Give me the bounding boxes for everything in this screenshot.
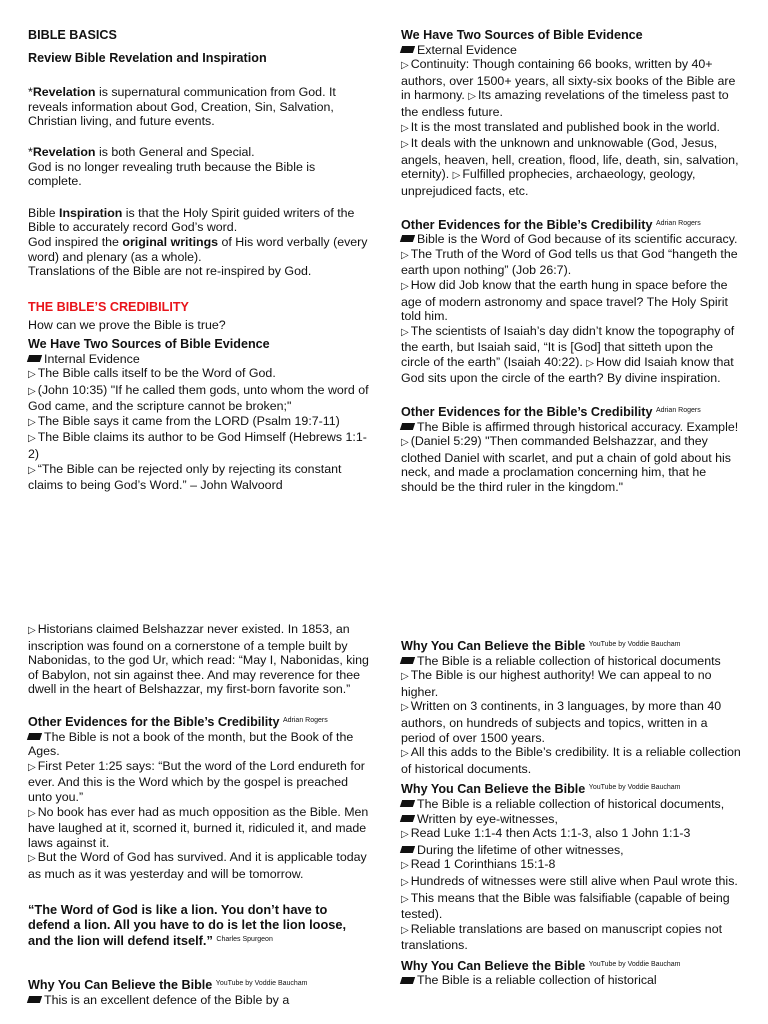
list-item: ▷ All this adds to the Bible’s credibility. It is a reliable collection of historical documents. bbox=[401, 745, 741, 776]
revelation-types: *Revelation is both General and Special. bbox=[28, 144, 255, 159]
list-item: ▷ (Daniel 5:29) "Then commanded Belshazzar, and they clothed Daniel with scarlet, and put a chain of gold about his neck, and made a proclamation concerning him, that he should be the third ruler in the kingdom." bbox=[401, 434, 731, 495]
list-item: ▷ Continuity: Though containing 66 books, written by 40+ authors, over 1500+ years, all sixty-six books of the Bible are in harmony. ▷ Its amazing revelations of the timeless past to the endless future. bbox=[401, 57, 736, 119]
triangle-bullet-icon: ▷ bbox=[28, 807, 36, 819]
inspiration-original: God inspired the original writings of His word verbally (every word) and plenary (as a whole). bbox=[28, 234, 368, 264]
bullet-block-icon bbox=[27, 996, 42, 1003]
triangle-bullet-icon: ▷ bbox=[401, 924, 409, 936]
triangle-bullet-icon: ▷ bbox=[28, 464, 36, 476]
list-item: ▷ Historians claimed Belshazzar never existed. In 1853, an inscription was found on a cornerstone of a temple built by Nabonidas, to the god Ur, which read: “May I, Nabonidas, king of Babylon, not sin against thee. And may reverence for thee dwell in the heart of Belshazzar, my first-born favorite son.” bbox=[28, 622, 369, 697]
triangle-bullet-icon: ▷ bbox=[28, 416, 36, 428]
triangle-bullet-icon: ▷ bbox=[452, 170, 461, 182]
triangle-bullet-icon: ▷ bbox=[28, 385, 36, 397]
reliable-collection: The Bible is a reliable collection of historical documents bbox=[401, 654, 743, 669]
triangle-bullet-icon: ▷ bbox=[401, 860, 409, 872]
bullet-block-icon bbox=[27, 355, 42, 362]
scientific-accuracy: Bible is the Word of God because of its scientific accuracy. bbox=[401, 232, 743, 247]
bullet-block-icon bbox=[400, 657, 415, 664]
doc-subtitle: Review Bible Revelation and Inspiration bbox=[28, 50, 267, 65]
list-item: ▷ How did Job know that the earth hung in space before the age of modern astronomy and space travel? The Holy Spirit told him. bbox=[401, 277, 728, 324]
page2-left-column bbox=[28, 622, 370, 1007]
historical-accuracy: The Bible is affirmed through historical accuracy. Example! bbox=[401, 420, 743, 435]
triangle-bullet-icon: ▷ bbox=[468, 91, 476, 103]
triangle-bullet-icon: ▷ bbox=[401, 671, 409, 683]
author-credit: Adrian Rogers bbox=[655, 407, 701, 415]
triangle-bullet-icon: ▷ bbox=[401, 748, 409, 760]
sources-heading: We Have Two Sources of Bible Evidence bbox=[28, 336, 270, 351]
list-item: ▷ Read Luke 1:1-4 then Acts 1:1-3, also 1 John 1:1-3 bbox=[401, 826, 691, 841]
bullet-block-icon bbox=[400, 815, 415, 822]
list-item: ▷ Read 1 Corinthians 15:1-8 bbox=[401, 857, 556, 872]
list-item: ▷ It deals with the unknown and unknowable (God, Jesus, angels, heaven, hell, creation, flood, life, death, sin, salvation, eternity). ▷ Fulfilled prophecies, archaeology, geology, unprejudiced facts, etc. bbox=[401, 136, 739, 198]
triangle-bullet-icon: ▷ bbox=[401, 893, 409, 905]
bullet-block-icon bbox=[400, 977, 415, 984]
why-believe-heading: Why You Can Believe the Bible $^{YouTube by Voddie Baucham}$ bbox=[401, 639, 681, 653]
list-item: ▷ The scientists of Isaiah’s day didn’t know the topography of the earth, but Isaiah said, “It is [God] that sitteth upon the circle of the earth” (Isaiah 40:22). ▷ How did Isaiah know that God sits upon the circle of the earth? By divine inspiration. bbox=[401, 323, 735, 386]
bullet-block-icon bbox=[27, 733, 42, 740]
triangle-bullet-icon: ▷ bbox=[28, 761, 36, 773]
list-item: ▷ The Bible says it came from the LORD (Psalm 19:7-11) bbox=[28, 413, 340, 428]
triangle-bullet-icon: ▷ bbox=[28, 433, 36, 445]
doc-title: BIBLE BASICS bbox=[28, 28, 117, 42]
list-item: ▷ “The Bible can be rejected only by rejecting its constant claims to being God’s Word.” – John Walvoord bbox=[28, 461, 342, 493]
triangle-bullet-icon: ▷ bbox=[401, 122, 409, 134]
other-evidences-heading: Other Evidences for the Bible’s Credibility $^{Adrian Rogers}$ bbox=[401, 217, 701, 232]
author-credit: YouTube by Voddie Baucham bbox=[588, 784, 681, 792]
author-credit: YouTube by Voddie Baucham bbox=[588, 641, 681, 648]
list-item: ▷ (John 10:35) "If he called them gods, unto whom the word of God came, and the scripture cannot be broken;" bbox=[28, 382, 369, 414]
triangle-bullet-icon: ▷ bbox=[28, 625, 36, 636]
triangle-bullet-icon: ▷ bbox=[401, 702, 409, 714]
spurgeon-quote: “The Word of God is like a lion. You don’t have to defend a lion. All you have to do is let the lion loose, and the lion will defend itself.” $^{Charles Spurgeon}$ bbox=[28, 901, 347, 948]
reliable-collection: The Bible is a reliable collection of historical documents, bbox=[401, 797, 743, 812]
author-credit: Adrian Rogers bbox=[282, 716, 328, 724]
page2-right-column bbox=[401, 639, 743, 988]
credibility-heading: THE BIBLE’S CREDIBILITY bbox=[28, 299, 189, 314]
triangle-bullet-icon: ▷ bbox=[586, 357, 594, 369]
list-item: ▷ It is the most translated and published book in the world. bbox=[401, 119, 720, 134]
list-item: ▷ Written on 3 continents, in 3 languages, by more than 40 authors, on hundreds of subjects and topics, written in a period of over 1500 years. bbox=[401, 699, 722, 745]
list-item: ▷ The Bible claims its author to be God Himself (Hebrews 1:1-2) bbox=[28, 430, 367, 462]
sources-heading: We Have Two Sources of Bible Evidence bbox=[401, 28, 643, 42]
list-item: ▷ No book has ever had as much opposition as the Bible. Men have laughed at it, scorned it, burned it, ridiculed it, and made laws against it. bbox=[28, 804, 369, 850]
list-item: ▷ The Bible is our highest authority! We can appeal to no higher. bbox=[401, 668, 712, 699]
bullet-block-icon bbox=[400, 846, 415, 853]
other-evidences-heading: Other Evidences for the Bible’s Credibility $^{Adrian Rogers}$ bbox=[401, 405, 701, 420]
internal-evidence: Internal Evidence bbox=[28, 352, 370, 367]
bullet-block-icon bbox=[400, 235, 415, 242]
triangle-bullet-icon: ▷ bbox=[401, 139, 409, 151]
list-item: ▷ Hundreds of witnesses were still alive when Paul wrote this. bbox=[401, 873, 738, 888]
list-item: ▷ The Bible calls itself to be the Word of God. bbox=[28, 366, 276, 381]
list-item: ▷ But the Word of God has survived. And it is applicable today as much as it was yesterday and will be tomorrow. bbox=[28, 850, 367, 881]
other-witnesses: During the lifetime of other witnesses, bbox=[401, 843, 743, 858]
author-credit: Charles Spurgeon bbox=[216, 935, 273, 943]
page1-right-column bbox=[401, 28, 743, 495]
list-item: ▷ First Peter 1:25 says: “But the word of the Lord endureth for ever. And this is the Word which by the gospel is preached unto you.” bbox=[28, 758, 365, 804]
book-of-ages: The Bible is not a book of the month, but the Book of the Ages. bbox=[28, 729, 354, 759]
defence-intro: This is an excellent defence of the Bible by a bbox=[28, 993, 370, 1008]
eye-witnesses: Written by eye-witnesses, bbox=[401, 812, 743, 827]
triangle-bullet-icon: ▷ bbox=[401, 326, 409, 338]
other-evidences-heading: Other Evidences for the Bible’s Credibility $^{Adrian Rogers}$ bbox=[28, 714, 328, 729]
list-item: ▷ The Truth of the Word of God tells us that God “hangeth the earth upon nothing” (Job 26:7). bbox=[401, 246, 738, 278]
triangle-bullet-icon: ▷ bbox=[401, 280, 409, 292]
author-credit: YouTube by Voddie Baucham bbox=[588, 960, 681, 968]
list-item: ▷ Reliable translations are based on manuscript copies not translations. bbox=[401, 921, 723, 953]
bullet-block-icon bbox=[400, 800, 415, 807]
triangle-bullet-icon: ▷ bbox=[28, 853, 36, 865]
triangle-bullet-icon: ▷ bbox=[401, 437, 409, 449]
triangle-bullet-icon: ▷ bbox=[401, 60, 409, 72]
revelation-definition: *Revelation is supernatural communication from God. It reveals information about God, Creation, Sin, Salvation, Christian living, and future events. bbox=[28, 85, 336, 129]
list-item: ▷ This means that the Bible was falsifiable (capable of being tested). bbox=[401, 890, 730, 922]
triangle-bullet-icon: ▷ bbox=[401, 249, 409, 261]
author-credit: Adrian Rogers bbox=[655, 219, 701, 227]
revelation-complete: God is no longer revealing truth because the Bible is complete. bbox=[28, 159, 316, 189]
why-believe-heading: Why You Can Believe the Bible $^{YouTube by Voddie Baucham}$ bbox=[28, 978, 308, 992]
triangle-bullet-icon: ▷ bbox=[401, 876, 409, 888]
external-evidence: External Evidence bbox=[401, 43, 743, 58]
inspiration-translations: Translations of the Bible are not re-inspired by God. bbox=[28, 264, 312, 279]
bullet-block-icon bbox=[400, 46, 415, 53]
why-believe-heading: Why You Can Believe the Bible $^{YouTube by Voddie Baucham}$ bbox=[401, 782, 681, 797]
triangle-bullet-icon: ▷ bbox=[28, 369, 36, 381]
why-believe-heading: Why You Can Believe the Bible $^{YouTube by Voddie Baucham}$ bbox=[401, 958, 681, 973]
credibility-question: How can we prove the Bible is true? bbox=[28, 318, 226, 333]
bullet-block-icon bbox=[400, 423, 415, 430]
reliable-collection: The Bible is a reliable collection of historical bbox=[401, 973, 743, 988]
author-credit: YouTube by Voddie Baucham bbox=[215, 980, 308, 987]
page1-left-column bbox=[28, 28, 370, 493]
triangle-bullet-icon: ▷ bbox=[401, 829, 409, 841]
inspiration-definition: Bible Inspiration is that the Holy Spirit guided writers of the Bible to accurately record God’s word. bbox=[28, 205, 355, 235]
